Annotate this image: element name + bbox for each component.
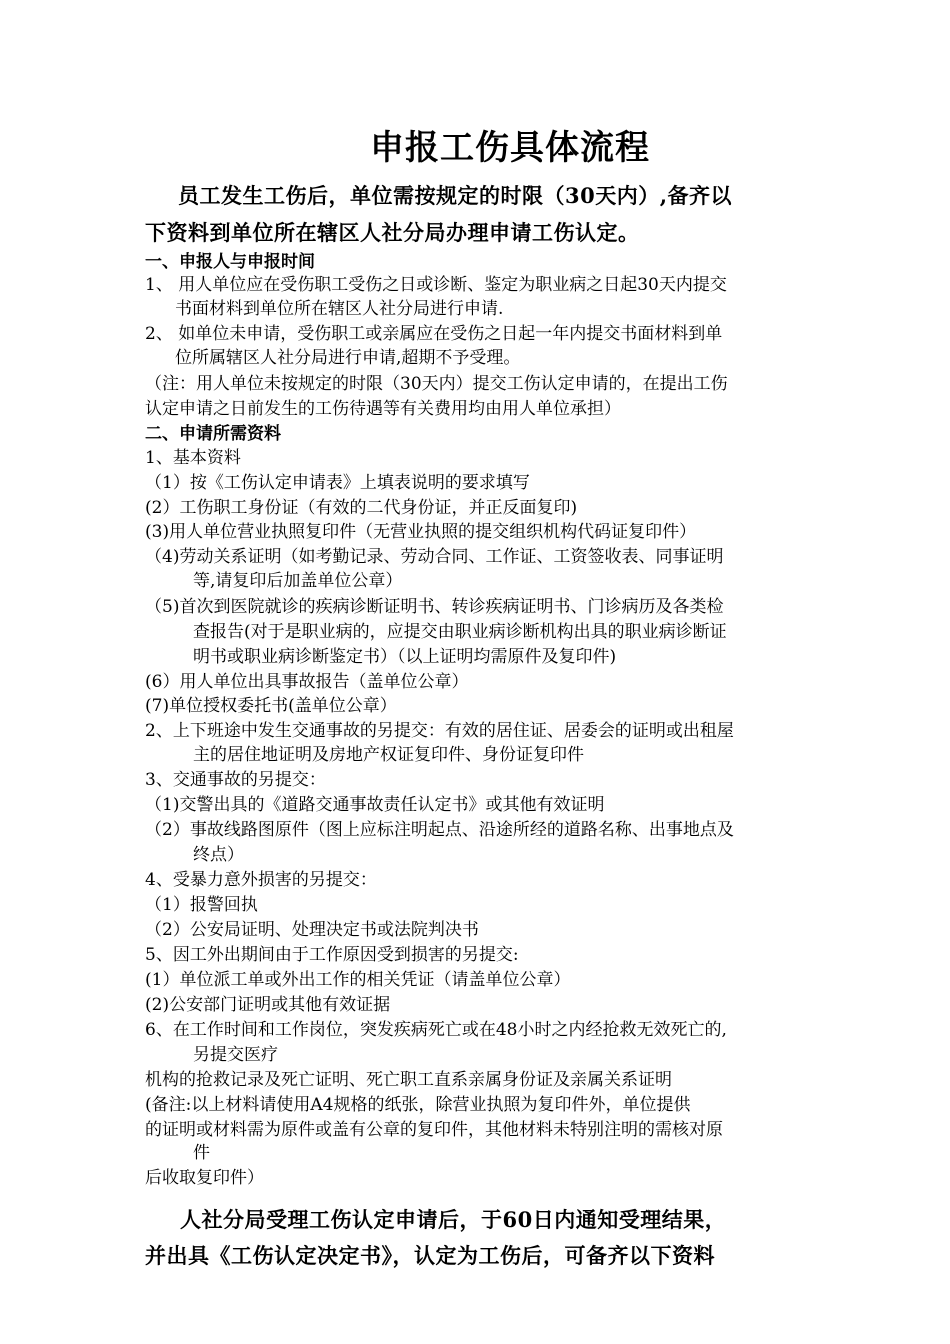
s2-b1: （1）按《工伤认定申请表》上填表说明的要求填写: [145, 473, 530, 493]
s2-b4-line2: 等,请复印后加盖单位公章）: [193, 571, 403, 591]
intro-line-1: 员工发生工伤后，单位需按规定的时限（30天内）,备齐以: [178, 183, 733, 208]
s2-basic: 1、基本资料: [145, 448, 241, 468]
s2-b6: (6）用人单位出具事故报告（盖单位公章）: [145, 672, 469, 692]
s2-b2: (2）工伤职工身份证（有效的二代身份证，并正反面复印): [145, 498, 578, 518]
s1-item2-line2: 位所属辖区人社分局进行申请,超期不予受理。: [175, 348, 521, 368]
page-title: 申报工伤具体流程: [370, 128, 650, 168]
s1-item2-line1: 2、 如单位未申请，受伤职工或亲属应在受伤之日起一年内提交书面材料到单: [145, 324, 723, 344]
s2-traffic: 3、交通事故的另提交：: [145, 770, 326, 790]
s2-v1: （1）报警回执: [145, 895, 258, 915]
intro-line-2: 下资料到单位所在辖区人社分局办理申请工伤认定。: [145, 220, 640, 245]
s1-note-line2: 认定申请之日前发生的工伤待遇等有关费用均由用人单位承担）: [145, 399, 621, 419]
s1-item1-line1: 1、 用人单位应在受伤职工受伤之日或诊断、鉴定为职业病之日起30天内提交: [145, 275, 727, 295]
s2-commute-line2: 主的居住地证明及房地产权证复印件、身份证复印件: [193, 745, 584, 765]
s2-death-line2: 另提交医疗: [193, 1045, 278, 1065]
s2-commute-line1: 2、上下班途中发生交通事故的另提交：有效的居住证、居委会的证明或出租屋: [145, 721, 734, 741]
s2-remark-line3: 件: [193, 1143, 210, 1163]
s2-v2: （2）公安局证明、处理决定书或法院判决书: [145, 920, 479, 940]
s2-t1: （1)交警出具的《道路交通事故责任认定书》或其他有效证明: [145, 795, 605, 815]
s2-death-line3: 机构的抢救记录及死亡证明、死亡职工直系亲属身份证及亲属关系证明: [145, 1070, 672, 1090]
s2-violence: 4、受暴力意外损害的另提交：: [145, 870, 377, 890]
s2-remark-line2: 的证明或材料需为原件或盖有公章的复印件，其他材料未特别注明的需核对原: [145, 1120, 723, 1140]
s2-travel: 5、因工外出期间由于工作原因受到损害的另提交:: [145, 945, 519, 965]
s2-b5-line3: 明书或职业病诊断鉴定书）（以上证明均需原件及复印件): [193, 647, 617, 667]
s2-remark-line4: 后收取复印件）: [145, 1168, 264, 1188]
s2-b5-line1: （5)首次到医院就诊的疾病诊断证明书、转诊疾病证明书、门诊病历及各类检: [145, 597, 724, 617]
s2-remark-line1: (备注:以上材料请使用A4规格的纸张，除营业执照为复印件外，单位提供: [145, 1095, 691, 1115]
section-2-heading: 二、申请所需资料: [145, 424, 281, 444]
outro-line-2: 并出具《工伤认定决定书》，认定为工伤后，可备齐以下资料: [145, 1243, 715, 1268]
s1-note-line1: （注：用人单位未按规定的时限（30天内）提交工伤认定申请的，在提出工伤: [145, 374, 728, 394]
s2-b7: (7)单位授权委托书(盖单位公章）: [145, 696, 397, 716]
s2-b4-line1: （4)劳动关系证明（如考勤记录、劳动合同、工作证、工资签收表、同事证明: [145, 547, 724, 567]
s1-item1-line2: 书面材料到单位所在辖区人社分局进行申请.: [175, 299, 504, 319]
outro-line-1: 人社分局受理工伤认定申请后，于60日内通知受理结果，: [180, 1207, 727, 1232]
s2-tr2: (2)公安部门证明或其他有效证据: [145, 995, 391, 1015]
s2-tr1: (1）单位派工单或外出工作的相关凭证（请盖单位公章）: [145, 970, 571, 990]
s2-t2-line2: 终点）: [193, 845, 244, 865]
s2-b3: (3)用人单位营业执照复印件（无营业执照的提交组织机构代码证复印件）: [145, 522, 697, 542]
s2-death-line1: 6、在工作时间和工作岗位，突发疾病死亡或在48小时之内经抢救无效死亡的,: [145, 1020, 727, 1040]
s2-t2-line1: （2）事故线路图原件（图上应标注明起点、沿途所经的道路名称、出事地点及: [145, 820, 734, 840]
section-1-heading: 一、申报人与申报时间: [145, 252, 315, 272]
s2-b5-line2: 查报告(对于是职业病的，应提交由职业病诊断机构出具的职业病诊断证: [193, 622, 727, 642]
